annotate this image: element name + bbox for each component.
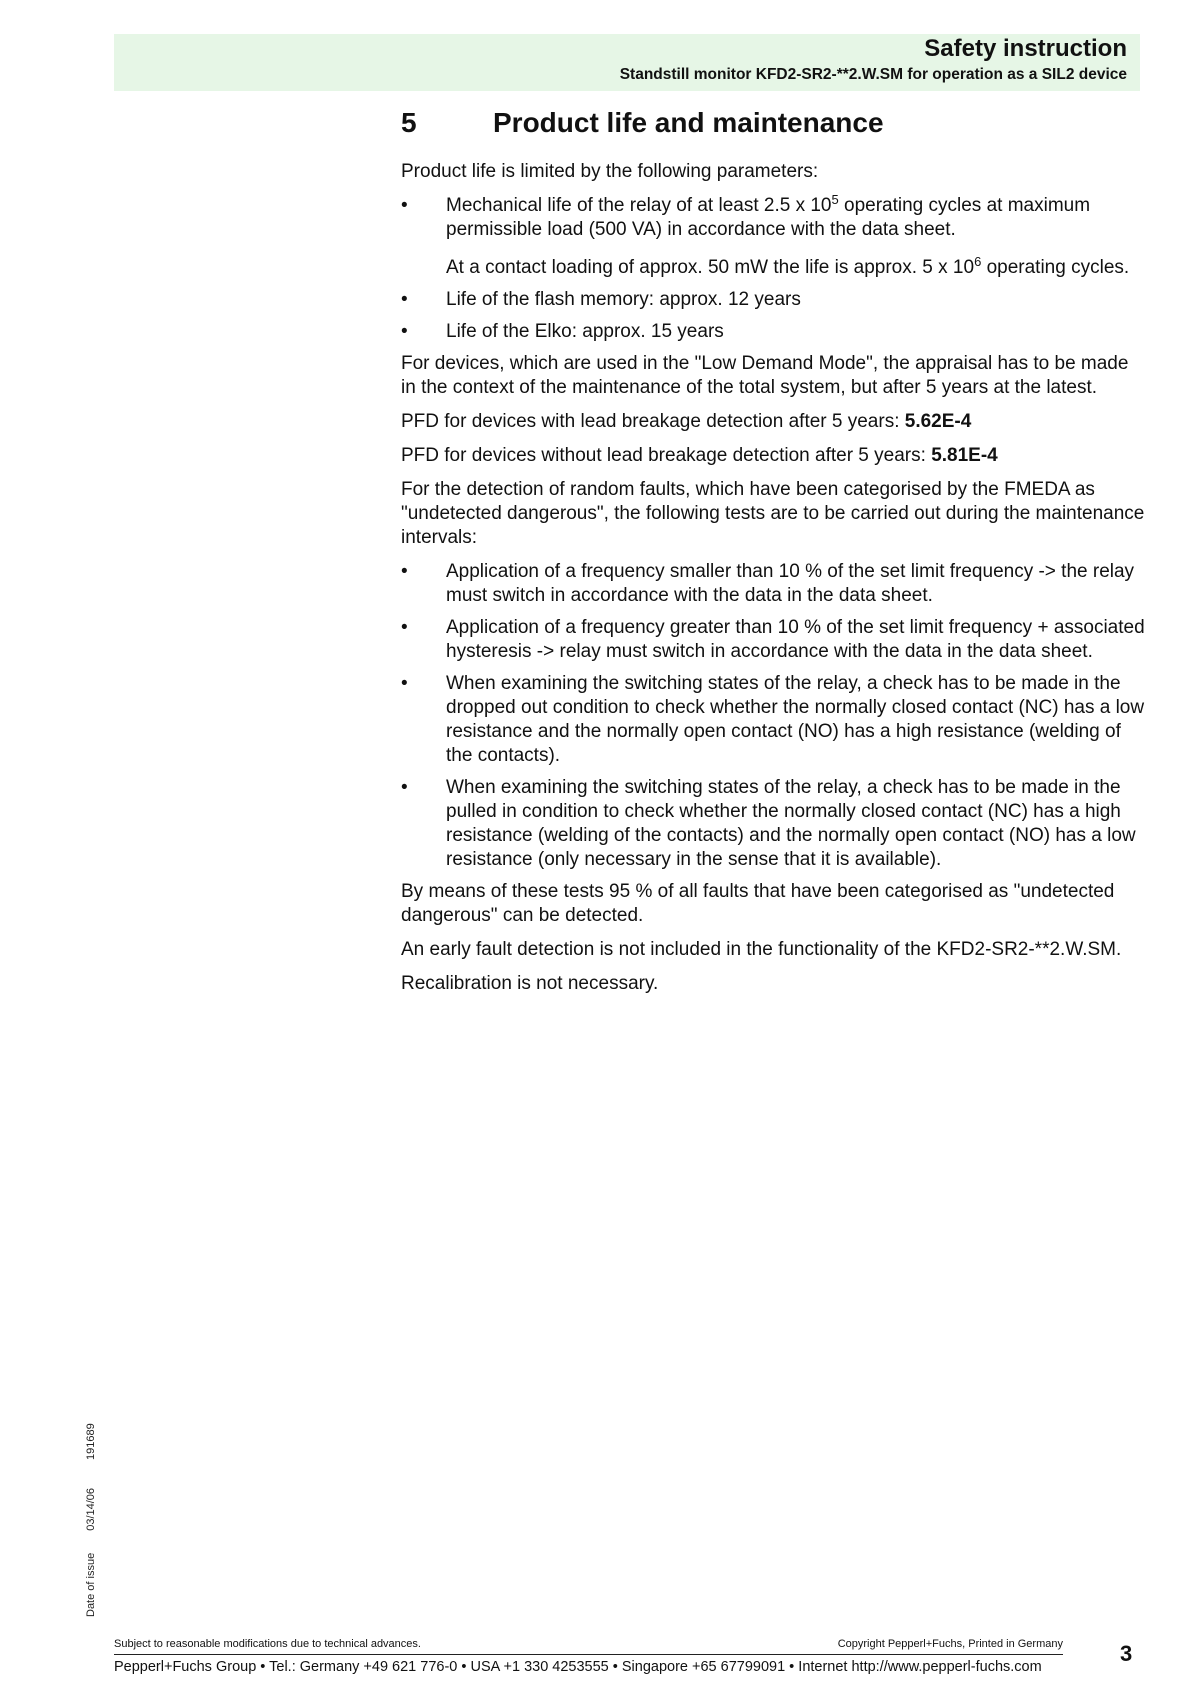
bullet-icon: • — [401, 673, 408, 694]
header-title: Safety instruction — [924, 35, 1127, 62]
footer-contact: Pepperl+Fuchs Group • Tel.: Germany +49 621 776-0 • USA +1 330 4253555 • Singapore +65 67799091 • Internet http://www.pepperl-fuchs.com — [114, 1659, 1042, 1675]
document-number: 191689 — [85, 1423, 97, 1460]
tests-result-paragraph: By means of these tests 95 % of all faults that have been categorised as "undetected dangerous" can be detected. — [401, 881, 1115, 926]
list-item-test: • When examining the switching states of the relay, a check has to be made in the pulled in condition to check whether the normally closed contact (NC) has a high resistance (welding of the contacts) and the normally open contact (NO) has a low resistance (only necessary in the sense that it is available). — [401, 777, 1136, 870]
page-number: 3 — [1120, 1641, 1133, 1666]
low-demand-paragraph: For devices, which are used in the "Low Demand Mode", the appraisal has to be made in the context of the maintenance of the total system, but after 5 years at the latest. — [401, 353, 1129, 398]
contact-loading-text: At a contact loading of approx. 50 mW the life is approx. 5 x $10^6$ operating cycles. — [446, 254, 1130, 278]
pfd-without-detection: PFD for devices without lead breakage detection after 5 years: 5.81E-4 — [401, 445, 998, 466]
bullet-icon: • — [401, 777, 408, 798]
relay-life-text: Mechanical life of the relay of at least 2.5 x $10^5$ operating cycles at maximum permissible load (500 VA) in accordance with the data sheet. — [446, 192, 1091, 240]
page-header — [114, 34, 1140, 91]
product-life-list — [401, 194, 1146, 344]
list-item-test: • Application of a frequency greater than 10 % of the set limit frequency + associated hysteresis -> relay must switch in accordance with the data in the data sheet. — [401, 617, 1145, 662]
bullet-icon: • — [401, 195, 408, 216]
issue-date-note — [84, 1423, 98, 1617]
pfd-with-value: 5.62E-4 — [904, 411, 972, 432]
maintenance-tests-list — [401, 560, 1146, 872]
main-content — [401, 106, 1146, 1006]
list-item-relay-life — [401, 194, 1146, 280]
bullet-icon: • — [401, 617, 408, 638]
list-item-test: • Application of a frequency smaller than 10 % of the set limit frequency -> the relay must switch in accordance with the data in the data sheet. — [401, 561, 1135, 606]
section-number: 5 — [401, 107, 417, 138]
intro-paragraph: Product life is limited by the following parameters: — [401, 161, 819, 182]
issue-date-label: Date of issue — [85, 1552, 97, 1617]
footer-copyright: Copyright Pepperl+Fuchs, Printed in Germany — [837, 1638, 1063, 1650]
list-item-elko-life: • Life of the Elko: approx. 15 years — [401, 321, 724, 342]
pfd-without-value: 5.81E-4 — [931, 445, 998, 466]
random-faults-paragraph: For the detection of random faults, which have been categorised by the FMEDA as "undetected dangerous", the following tests are to be carried out during the maintenance intervals: — [401, 479, 1145, 548]
page-footer — [114, 1637, 1063, 1677]
recalibration-paragraph: Recalibration is not necessary. — [401, 973, 659, 994]
section-heading — [401, 106, 1146, 140]
early-fault-paragraph: An early fault detection is not included in the functionality of the KFD2-SR2-**2.W.SM. — [401, 939, 1122, 960]
bullet-icon: • — [401, 321, 408, 342]
pfd-with-detection: PFD for devices with lead breakage detection after 5 years: 5.62E-4 — [401, 411, 972, 432]
issue-date-value: 03/14/06 — [85, 1487, 97, 1531]
bullet-icon: • — [401, 561, 408, 582]
footer-disclaimer: Subject to reasonable modifications due to technical advances. — [114, 1638, 421, 1650]
list-item-test: • When examining the switching states of the relay, a check has to be made in the dropped out condition to check whether the normally closed contact (NC) has a low resistance and the normally open contact (NO) has a high resistance (welding of the contacts). — [401, 673, 1145, 766]
bullet-icon: • — [401, 289, 408, 310]
section-title: Product life and maintenance — [493, 107, 884, 138]
header-subtitle: Standstill monitor KFD2-SR2-**2.W.SM for operation as a SIL2 device — [619, 66, 1127, 83]
list-item-flash-life: • Life of the flash memory: approx. 12 years — [401, 289, 801, 310]
